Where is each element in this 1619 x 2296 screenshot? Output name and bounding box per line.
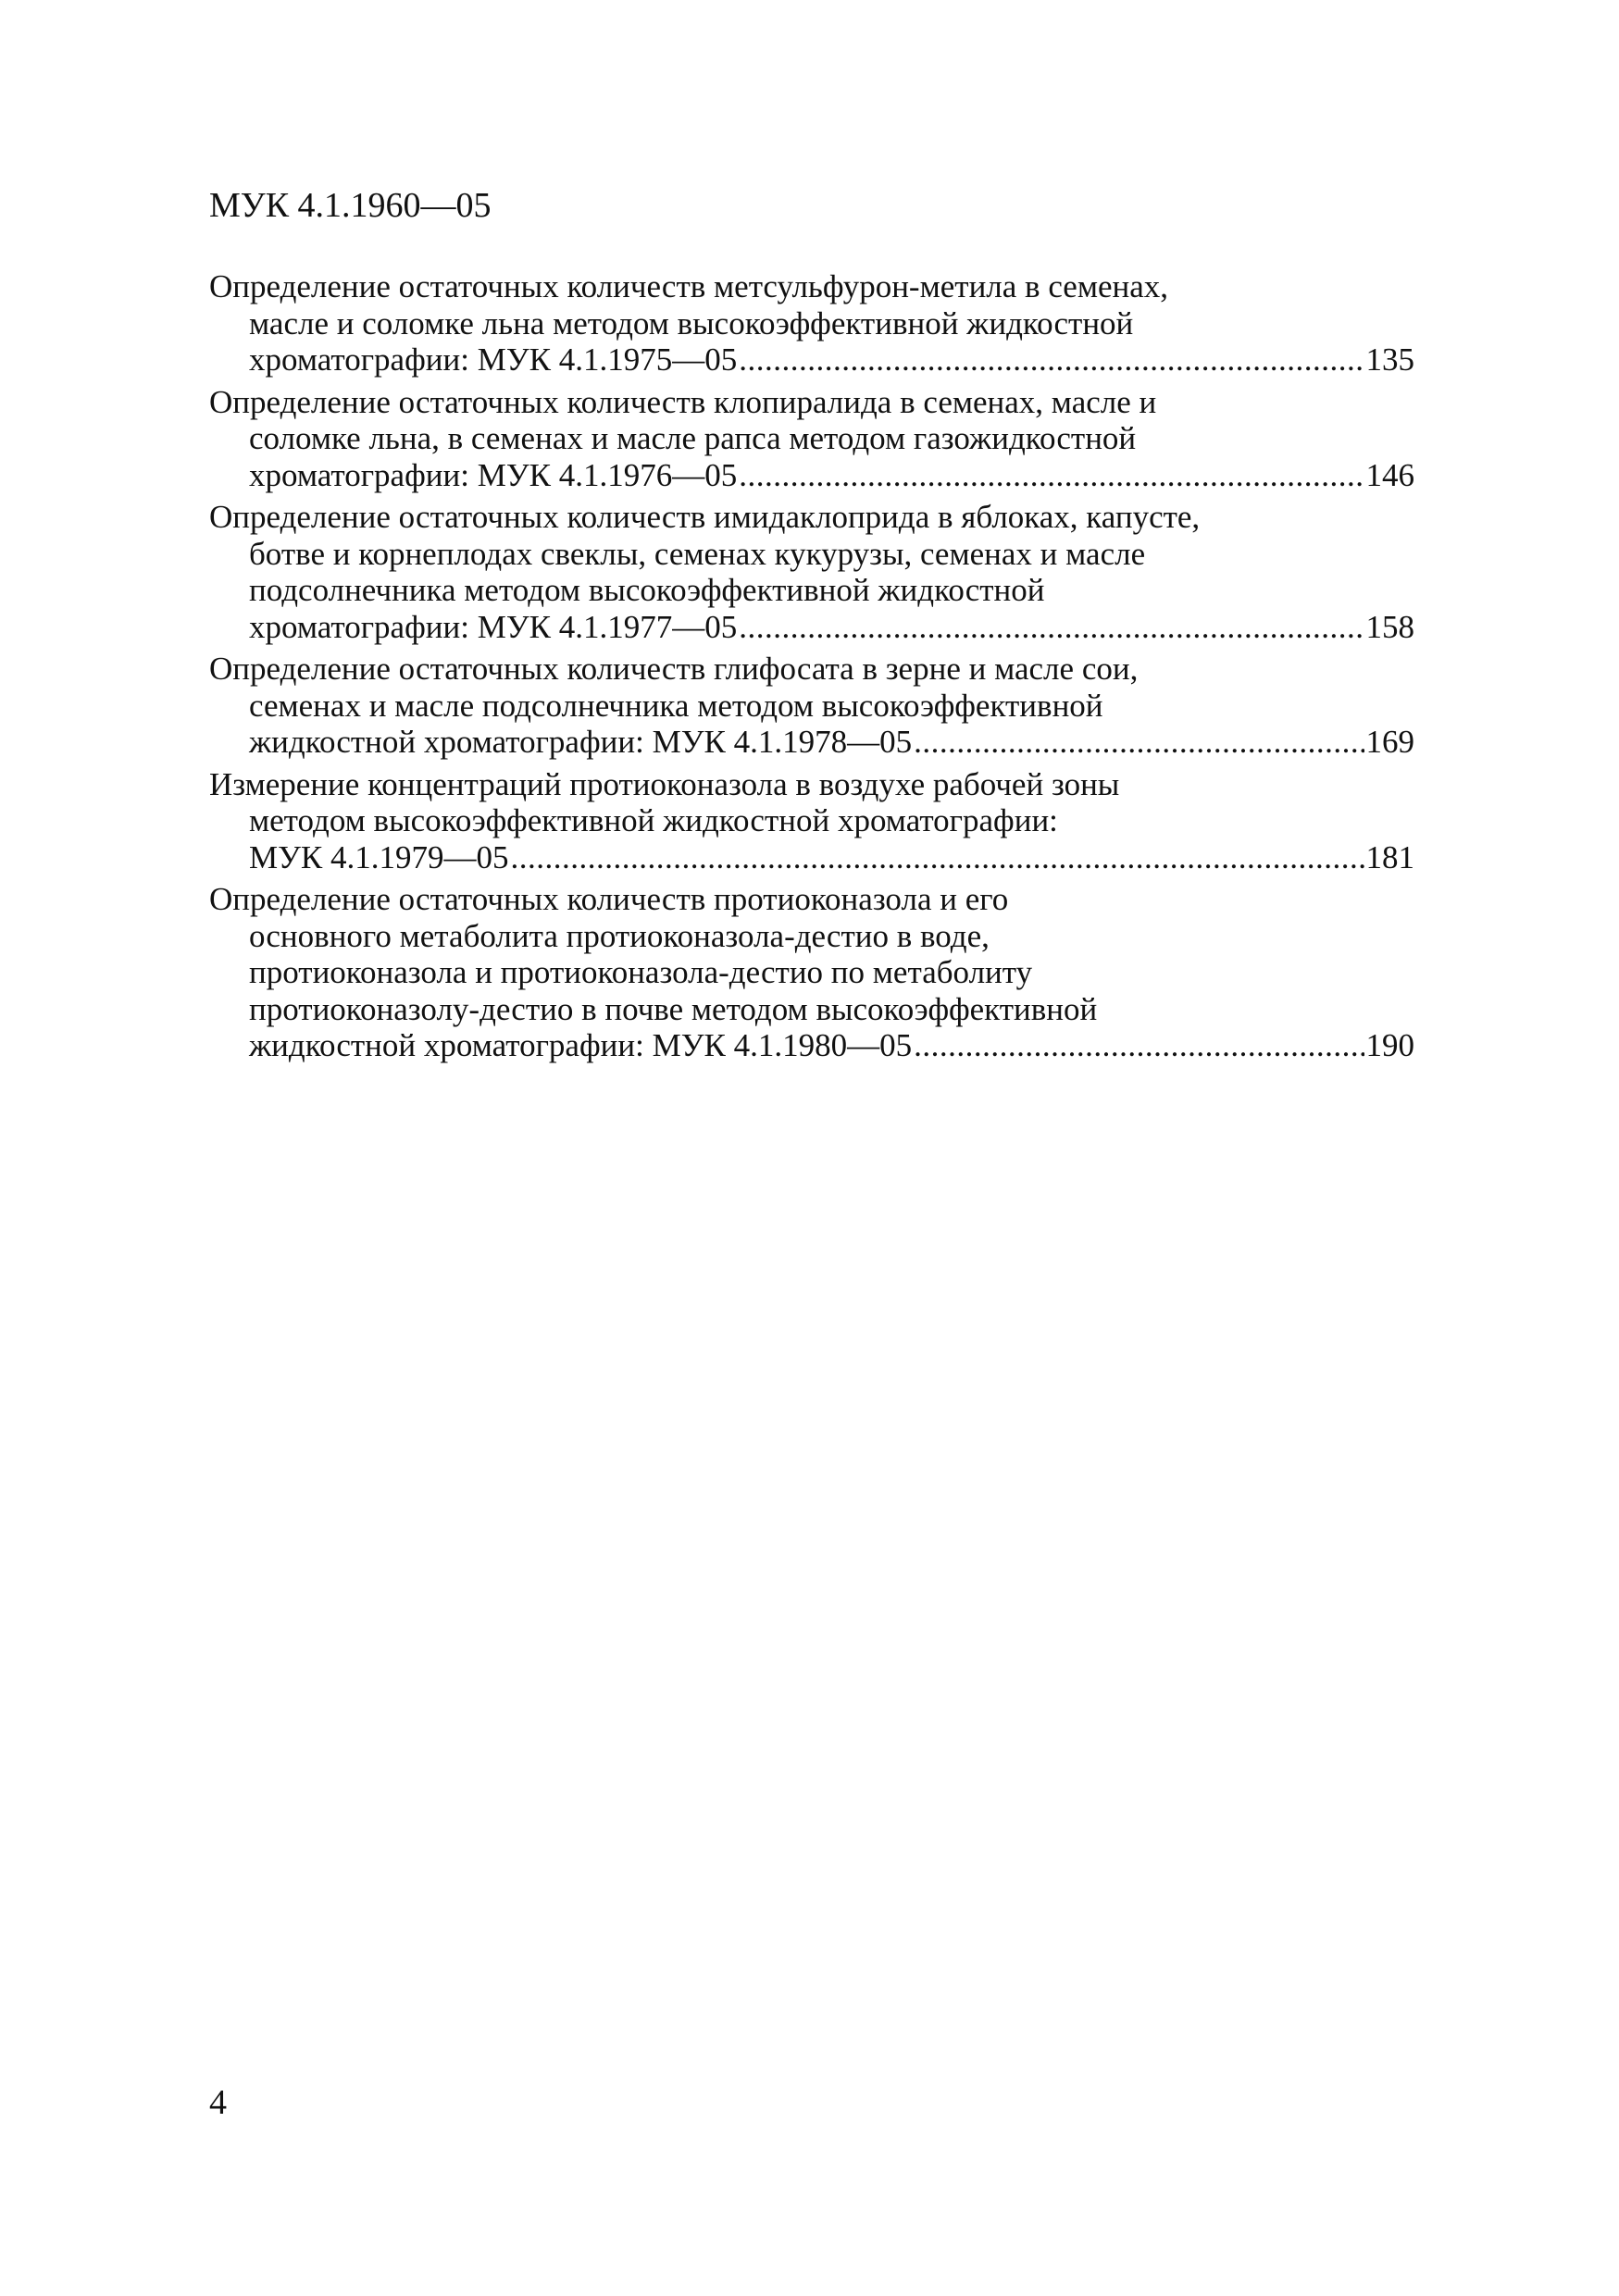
toc-dot-leader <box>739 457 1364 494</box>
toc-page-number[interactable]: 169 <box>1365 724 1414 760</box>
toc-entry-title-end: МУК 4.1.1979—05 <box>249 838 509 875</box>
toc-entry-title-end: жидкостной хроматографии: МУК 4.1.1978—05 <box>249 724 913 760</box>
toc-dot-leader <box>739 341 1364 379</box>
toc-entry-title-end: хроматографии: МУК 4.1.1977—05 <box>249 608 738 645</box>
toc-entry-line: подсолнечника методом высокоэффективной жидкостной <box>249 572 1045 608</box>
toc-entry-line: масле и соломке льна методом высокоэффективной жидкостной <box>249 304 1134 341</box>
toc-entry-last-line <box>209 609 1414 646</box>
table-of-contents <box>209 268 1414 1070</box>
toc-entry-last-line <box>209 839 1414 876</box>
toc-entry-last-line <box>209 724 1414 761</box>
toc-entry-line: основного метаболита протиоконазола-дестио в воде, <box>249 917 990 954</box>
toc-entry-title-end: хроматографии: МУК 4.1.1975—05 <box>249 341 738 378</box>
toc-entry-last-line <box>209 1027 1414 1064</box>
toc-entry-line: Определение остаточных количеств протиоконазола и его <box>209 881 1009 917</box>
toc-entry[interactable] <box>209 499 1414 645</box>
toc-entry[interactable] <box>209 268 1414 379</box>
toc-entry-line: Определение остаточных количеств клопиралида в семенах, масле и <box>209 383 1157 420</box>
toc-dot-leader <box>914 1027 1364 1064</box>
toc-entry-line: ботве и корнеплодах свеклы, семенах кукурузы, семенах и масле <box>249 535 1146 572</box>
toc-entry-line: протиоконазола и протиоконазола-дестио по метаболиту <box>249 954 1033 990</box>
toc-page-number[interactable]: 135 <box>1365 341 1414 378</box>
toc-entry-line: Определение остаточных количеств имидаклоприда в яблоках, капусте, <box>209 499 1201 535</box>
toc-entry-line: протиоконазолу-дестио в почве методом высокоэффективной <box>249 990 1098 1027</box>
toc-entry-line: соломке льна, в семенах и масле рапса методом газожидкостной <box>249 420 1137 456</box>
toc-entry[interactable] <box>209 384 1414 494</box>
toc-entry[interactable] <box>209 881 1414 1064</box>
toc-dot-leader <box>739 609 1364 646</box>
toc-entry-line: методом высокоэффективной жидкостной хроматографии: <box>249 802 1058 838</box>
toc-page-number[interactable]: 181 <box>1365 838 1414 875</box>
toc-page-number[interactable]: 190 <box>1365 1027 1414 1063</box>
toc-dot-leader <box>511 839 1364 876</box>
toc-page-number[interactable]: 158 <box>1365 608 1414 645</box>
toc-page-number[interactable]: 146 <box>1365 456 1414 493</box>
toc-entry-title-end: хроматографии: МУК 4.1.1976—05 <box>249 456 738 493</box>
toc-entry-line: Определение остаточных количеств метсульфурон-метила в семенах, <box>209 268 1169 304</box>
toc-entry[interactable] <box>209 766 1414 876</box>
toc-entry-line: семенах и масле подсолнечника методом высокоэффективной <box>249 687 1103 724</box>
toc-entry-last-line <box>209 457 1414 494</box>
toc-entry[interactable] <box>209 651 1414 761</box>
toc-dot-leader <box>914 724 1364 761</box>
toc-entry-last-line <box>209 341 1414 379</box>
toc-entry-line: Определение остаточных количеств глифосата в зерне и масле сои, <box>209 651 1139 687</box>
page-number: 4 <box>209 2083 227 2122</box>
toc-entry-line: Измерение концентраций протиоконазола в воздухе рабочей зоны <box>209 765 1120 802</box>
toc-entry-title-end: жидкостной хроматографии: МУК 4.1.1980—05 <box>249 1027 913 1063</box>
running-header: МУК 4.1.1960—05 <box>209 186 492 225</box>
